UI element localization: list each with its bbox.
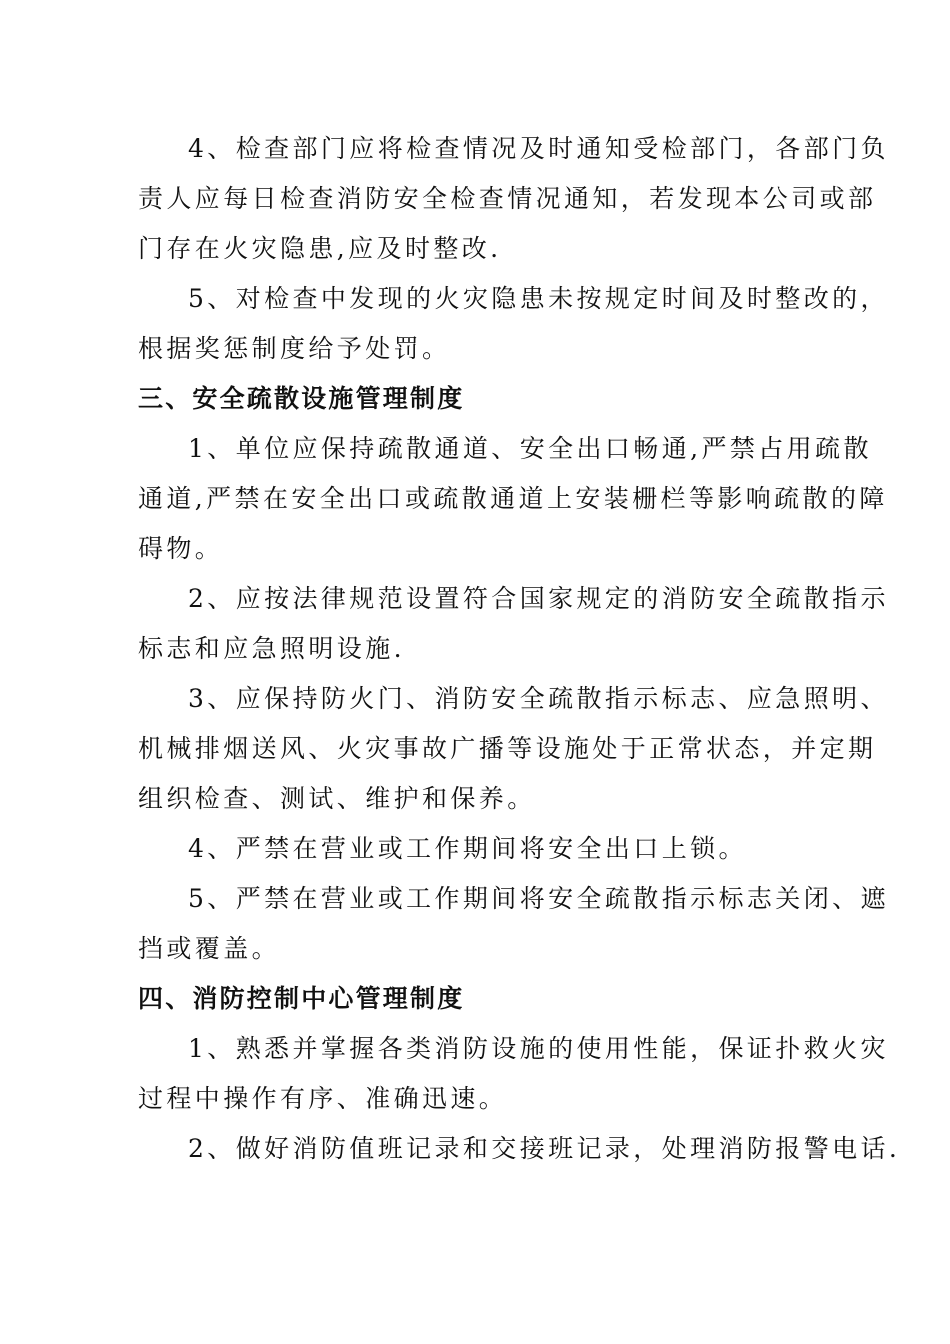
- paragraph-line: 2、做好消防值班记录和交接班记录，处理消防报警电话.: [188, 1134, 901, 1163]
- paragraph-line: 1、熟悉并掌握各类消防设施的使用性能，保证扑救火灾: [188, 1034, 889, 1063]
- paragraph-line: 4、严禁在营业或工作期间将安全出口上锁。: [188, 834, 747, 863]
- paragraph-line: 4、检查部门应将检查情况及时通知受检部门，各部门负: [188, 134, 889, 163]
- paragraph-line: 5、对检查中发现的火灾隐患未按规定时间及时整改的，: [188, 284, 889, 313]
- section-heading: 三、安全疏散设施管理制度: [138, 384, 465, 413]
- paragraph-line: 碍物。: [138, 534, 224, 563]
- paragraph-line: 5、严禁在营业或工作期间将安全疏散指示标志关闭、遮: [188, 884, 889, 913]
- paragraph-line: 根据奖惩制度给予处罚。: [138, 334, 451, 363]
- paragraph-line: 挡或覆盖。: [138, 934, 281, 963]
- paragraph-line: 3、应保持防火门、消防安全疏散指示标志、应急照明、: [188, 684, 889, 713]
- paragraph-line: 过程中操作有序、准确迅速。: [138, 1084, 508, 1113]
- section-heading: 四、消防控制中心管理制度: [138, 984, 465, 1013]
- paragraph-line: 组织检查、测试、维护和保养。: [138, 784, 536, 813]
- paragraph-line: 责人应每日检查消防安全检查情况通知，若发现本公司或部: [138, 184, 877, 213]
- paragraph-line: 门存在火灾隐患,应及时整改.: [138, 234, 502, 263]
- paragraph-line: 1、单位应保持疏散通道、安全出口畅通,严禁占用疏散: [188, 434, 872, 463]
- paragraph-line: 标志和应急照明设施.: [138, 634, 405, 663]
- paragraph-line: 机械排烟送风、火灾事故广播等设施处于正常状态，并定期: [138, 734, 877, 763]
- paragraph-line: 通道,严禁在安全出口或疏散通道上安装栅栏等影响疏散的障: [138, 484, 888, 513]
- paragraph-line: 2、应按法律规范设置符合国家规定的消防安全疏散指示: [188, 584, 889, 613]
